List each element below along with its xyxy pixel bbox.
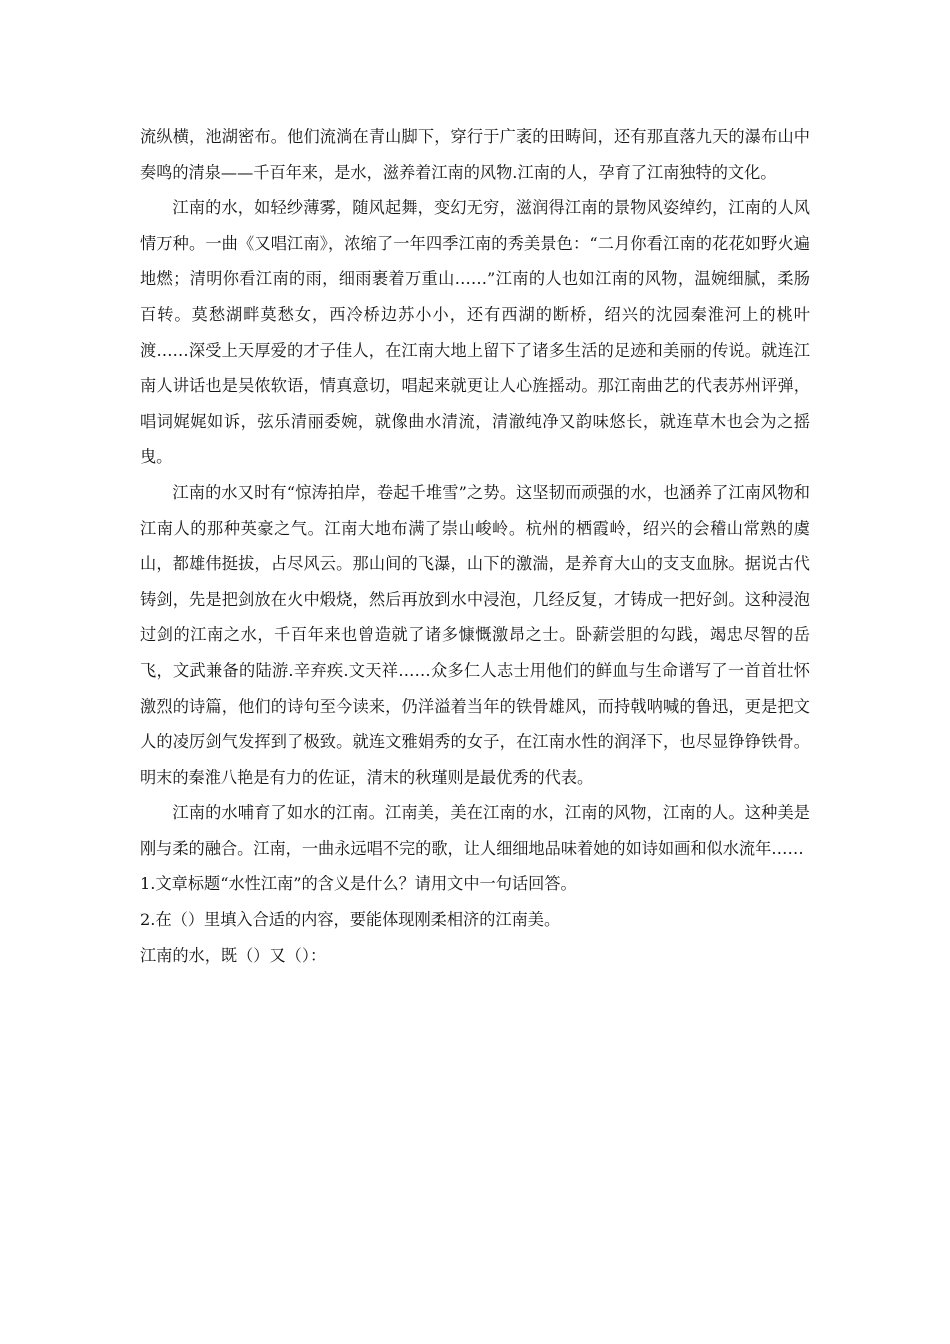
question-1: 1.文章标题“水性江南”的含义是什么？请用文中一句话回答。 [140,874,577,894]
article-paragraph-3: 江南的水又时有“惊涛拍岸，卷起千堆雪”之势。这坚韧而顽强的水，也涵养了江南风物和江南人的那种英豪之气。江南大地布满了崇山峻岭。杭州的栖霞岭，绍兴的会稽山常熟的虞山，都雄伟挺拔，占尽风云。那山间的飞瀑，山下的激湍，是养育大山的支支血脉。据说古代铸剑，先是把剑放在火中煅烧，然后再放到水中浸泡，几经反复，才铸成一把好剑。这种浸泡过剑的江南之水，千百年来也曾造就了诸多慷慨激昂之士。卧薪尝胆的勾践，竭忠尽智的岳飞，文武兼备的陆游.辛弃疾.文天祥……众多仁人志士用他们的鲜血与生命谱写了一首首壮怀激烈的诗篇，他们的诗句至今读来，仍洋溢着当年的铁骨雄风，而持戟呐喊的鲁迅，更是把文人的凌厉剑气发挥到了极致。就连文雅娟秀的女子，在江南水性的润泽下，也尽显铮铮铁骨。明末的秦淮八艳是有力的佐证，清末的秋瑾则是最优秀的代表。 [140,482,810,787]
article-paragraph-4: 江南的水哺育了如水的江南。江南美，美在江南的水，江南的风物，江南的人。这种美是刚与柔的融合。江南，一曲永远唱不完的歌，让人细细地品味着她的如诗如画和似水流年…… [140,803,810,858]
article-body [140,119,810,973]
question-2-prompt: 江南的水，既（）又（）： [140,945,327,965]
article-paragraph-2: 江南的水，如轻纱薄雾，随风起舞，变幻无穷，滋润得江南的景物风姿绰约，江南的人风情万种。一曲《又唱江南》，浓缩了一年四季江南的秀美景色：“二月你看江南的花花如野火遍地燃；清明你看江南的雨，细雨裹着万重山……”江南的人也如江南的风物，温婉细腻，柔肠百转。莫愁湖畔莫愁女，西冷桥边苏小小，还有西湖的断桥，绍兴的沈园秦淮河上的桃叶渡……深受上天厚爱的才子佳人，在江南大地上留下了诸多生活的足迹和美丽的传说。就连江南人讲话也是吴侬软语，情真意切，唱起来就更让人心旌摇动。那江南曲艺的代表苏州评弹，唱词娓娓如诉，弦乐清丽委婉，就像曲水清流，清澈纯净又韵味悠长，就连草木也会为之摇曳。 [140,198,810,467]
question-2: 2.在（）里填入合适的内容，要能体现刚柔相济的江南美。 [140,910,561,930]
article-paragraph-1: 流纵横，池湖密布。他们流淌在青山脚下，穿行于广袤的田畴间，还有那直落九天的瀑布山中奏鸣的清泉——千百年来，是水，滋养着江南的风物.江南的人，孕育了江南独特的文化。 [140,127,810,182]
